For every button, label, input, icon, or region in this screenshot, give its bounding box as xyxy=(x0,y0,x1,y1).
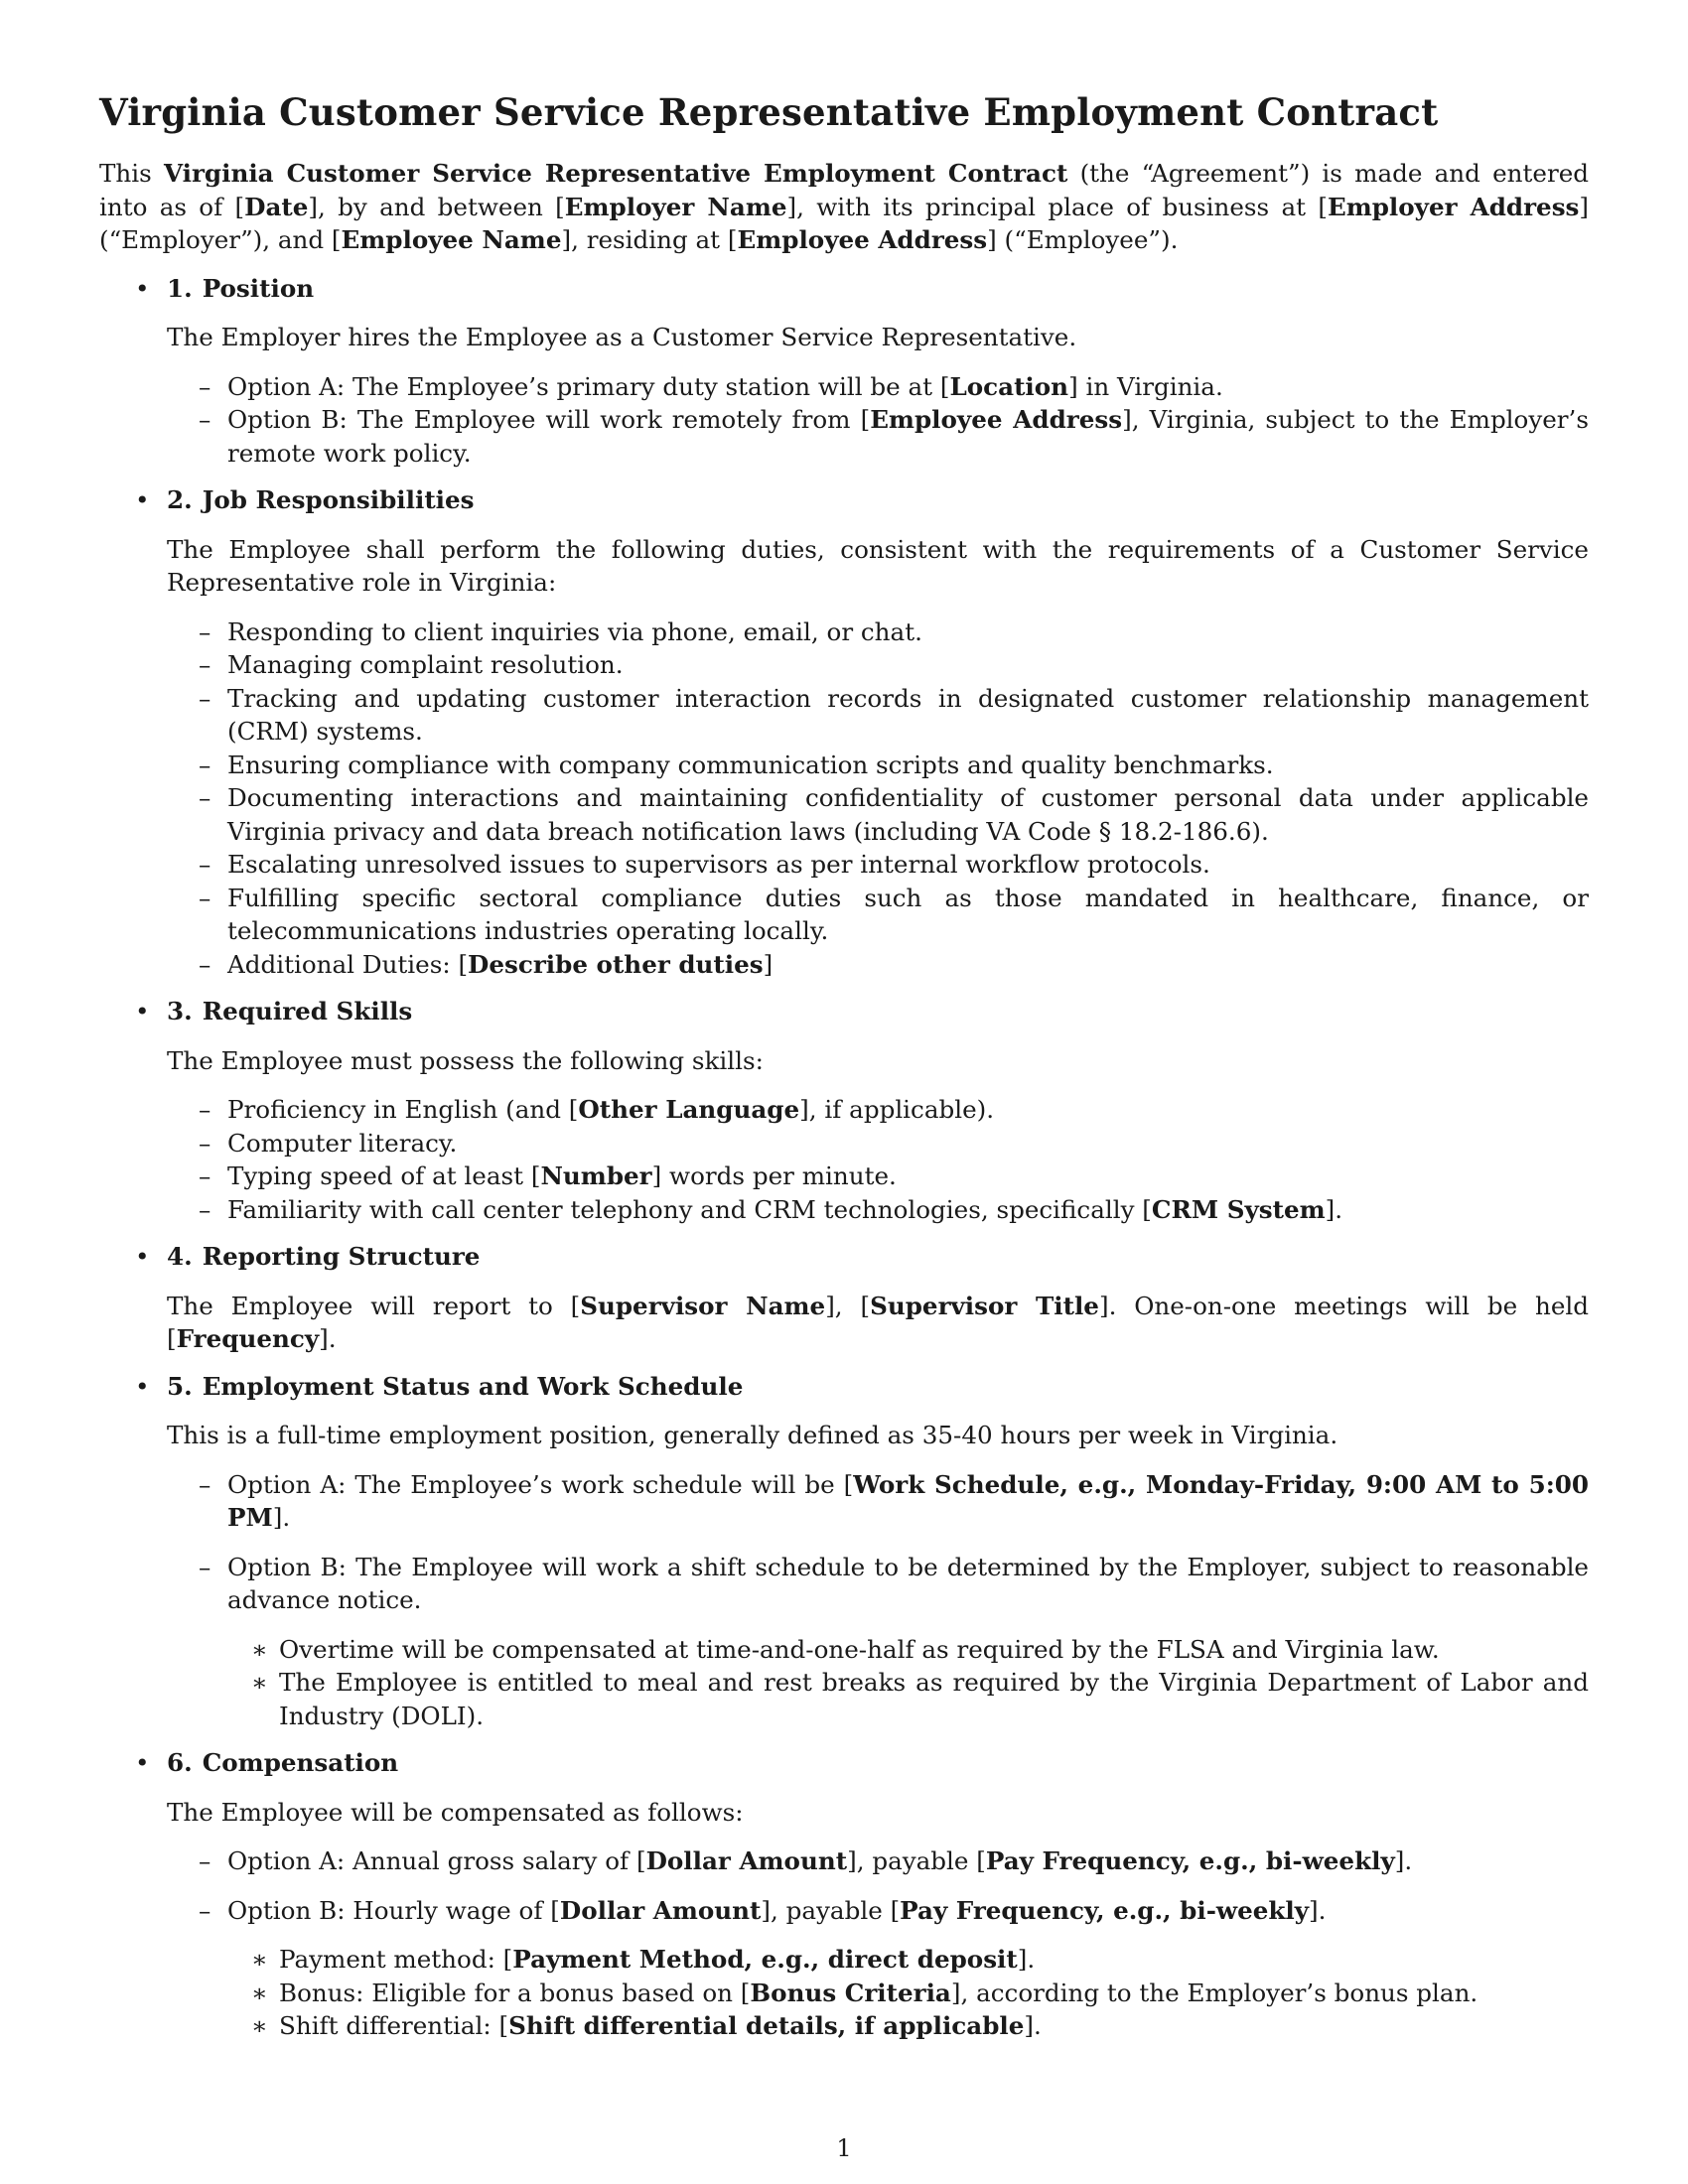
option-text: ]. xyxy=(1394,1846,1413,1875)
list-item xyxy=(227,1977,1589,2010)
list-item xyxy=(167,1093,1589,1127)
section-heading xyxy=(167,272,1589,306)
placeholder-bonus-criteria: Bonus Criteria xyxy=(750,1978,951,2007)
option-b xyxy=(167,1894,1589,2043)
section-text: This is a full-time employment position, generally defined as 35-40 hours per week in Virginia. xyxy=(167,1421,1338,1449)
list-item: – Responding to client inquiries via phone, email, or chat. xyxy=(167,615,1589,649)
option-text: ], payable [ xyxy=(847,1846,986,1875)
list-item xyxy=(167,1160,1589,1193)
agreement-name: Virginia Customer Service Representative Employment Contract xyxy=(163,159,1068,188)
section-heading xyxy=(167,483,1589,517)
section-number: 4. xyxy=(167,1242,193,1271)
list-item: – Escalating unresolved issues to supervisors as per internal workflow protocols. xyxy=(167,848,1589,882)
list-item: ∗ Overtime will be compensated at time-and-one-half as required by the FLSA and Virginia law. xyxy=(227,1633,1589,1667)
section-title: Job Responsibilities xyxy=(202,485,475,514)
option-text: ], payable [ xyxy=(761,1895,901,1925)
placeholder-employee-address: Employee Address xyxy=(737,225,988,254)
placeholder-pay-frequency: Pay Frequency, e.g., bi-weekly xyxy=(985,1846,1395,1875)
placeholder-dollar-amount: Dollar Amount xyxy=(645,1846,848,1875)
list-item xyxy=(227,1943,1589,1977)
document-title: Virginia Customer Service Representative Employment Contract xyxy=(99,90,1439,134)
schedule-options xyxy=(167,1468,1589,1733)
list-item: – Documenting interactions and maintaining confidentiality of customer personal data under applicable Virginia privacy and data breach notification laws (including VA Code § 18.2-186.6). xyxy=(167,781,1589,848)
section-number: 1. xyxy=(167,273,193,303)
item-text: ] words per minute. xyxy=(651,1161,897,1190)
item-text: Bonus: Eligible for a bonus based on [ xyxy=(279,1978,751,2007)
text: The Employee will report to [ xyxy=(167,1291,581,1320)
placeholder-number: Number xyxy=(540,1161,652,1190)
placeholder-pay-frequency: Pay Frequency, e.g., bi-weekly xyxy=(900,1895,1310,1925)
section-heading xyxy=(167,1370,1589,1404)
page-number: 1 xyxy=(836,2134,852,2162)
list-item xyxy=(167,948,1589,982)
section-title: Reporting Structure xyxy=(202,1242,481,1271)
option-text: Option B: Hourly wage of [ xyxy=(227,1895,560,1925)
list-item: – Tracking and updating customer interaction records in designated customer relationship management (CRM) systems. xyxy=(167,682,1589,749)
compensation-sub-list xyxy=(227,1943,1589,2043)
placeholder-employee-name: Employee Name xyxy=(341,225,562,254)
item-text: ] xyxy=(763,949,774,979)
intro-text: ], with its principal place of business at [ xyxy=(786,192,1328,221)
option-text: ] in Virginia. xyxy=(1068,371,1223,401)
placeholder-frequency: Frequency xyxy=(176,1324,320,1353)
text: ]. One-on-one meetings will be held [ xyxy=(167,1291,1590,1353)
placeholder-shift-differential: Shift differential details, if applicable xyxy=(508,2011,1025,2040)
section-title: Position xyxy=(202,273,315,303)
placeholder-work-schedule: Work Schedule, e.g., Monday-Friday, 9:00 AM to 5:00 PM xyxy=(227,1469,1589,1532)
section-required-skills xyxy=(99,995,1589,1226)
duties-list xyxy=(167,615,1589,982)
item-text: ]. xyxy=(1024,2011,1042,2040)
section-position xyxy=(99,272,1589,471)
list-item xyxy=(227,2009,1589,2043)
intro-paragraph xyxy=(99,157,1589,257)
text: ], [ xyxy=(825,1291,871,1320)
item-text: Shift differential: [ xyxy=(279,2011,509,2040)
item-text: ]. xyxy=(1325,1194,1343,1224)
section-reporting-structure xyxy=(99,1240,1589,1356)
placeholder-supervisor-name: Supervisor Name xyxy=(580,1291,826,1320)
intro-text: ] (“Employee”). xyxy=(987,225,1179,254)
section-text: The Employee shall perform the following duties, consistent with the requirements of a Customer Service Representative role in Virginia: xyxy=(167,534,1589,597)
option-a xyxy=(167,1844,1589,1878)
section-employment-status xyxy=(99,1370,1589,1733)
section-title: Compensation xyxy=(202,1748,399,1777)
section-heading xyxy=(167,995,1589,1028)
option-b xyxy=(167,403,1589,470)
section-text xyxy=(167,1290,1589,1356)
option-text: Option A: Annual gross salary of [ xyxy=(227,1846,646,1875)
section-title: Employment Status and Work Schedule xyxy=(202,1371,744,1401)
placeholder-payment-method: Payment Method, e.g., direct deposit xyxy=(512,1945,1018,1974)
placeholder-dollar-amount: Dollar Amount xyxy=(559,1895,762,1925)
section-number: 2. xyxy=(167,485,193,514)
section-number: 6. xyxy=(167,1748,193,1777)
placeholder-date: Date xyxy=(244,192,309,221)
sections-list xyxy=(99,272,1589,2043)
option-a xyxy=(167,370,1589,404)
placeholder-other-duties: Describe other duties xyxy=(468,949,764,979)
item-text: Additional Duties: [ xyxy=(227,949,469,979)
position-options xyxy=(167,370,1589,471)
section-job-responsibilities xyxy=(99,483,1589,981)
list-item: – Fulfilling specific sectoral compliance duties such as those mandated in healthcare, finance, or telecommunications industries operating locally. xyxy=(167,882,1589,948)
intro-text: ], residing at [ xyxy=(561,225,738,254)
placeholder-other-language: Other Language xyxy=(578,1095,800,1124)
intro-text: ], by and between [ xyxy=(308,192,565,221)
placeholder-employer-name: Employer Name xyxy=(564,192,787,221)
item-text: Typing speed of at least [ xyxy=(227,1161,541,1190)
section-heading xyxy=(167,1746,1589,1780)
section-text: The Employer hires the Employee as a Customer Service Representative. xyxy=(167,323,1077,351)
skills-list xyxy=(167,1093,1589,1226)
item-text: Proficiency in English (and [ xyxy=(227,1095,579,1124)
placeholder-crm-system: CRM System xyxy=(1151,1194,1326,1224)
intro-text: (the “Agreement”) is made and entered into as of [ xyxy=(99,159,1589,221)
option-text: Option B: The Employee will work remotely from [ xyxy=(227,405,871,434)
intro-text: ] (“Employer”), and [ xyxy=(99,192,1590,254)
placeholder-location: Location xyxy=(949,371,1069,401)
section-compensation xyxy=(99,1746,1589,2043)
section-title: Required Skills xyxy=(202,997,413,1025)
item-text: ], according to the Employer’s bonus plan. xyxy=(950,1978,1478,2007)
section-text: The Employee must possess the following skills: xyxy=(167,1045,764,1075)
placeholder-supervisor-title: Supervisor Title xyxy=(870,1291,1099,1320)
option-a xyxy=(167,1468,1589,1535)
option-b xyxy=(167,1551,1589,1733)
option-text: ], Virginia, subject to the Employer’s remote work policy. xyxy=(227,405,1589,468)
placeholder-employee-address: Employee Address xyxy=(870,405,1123,434)
text: ]. xyxy=(319,1324,337,1353)
list-item: – Ensuring compliance with company communication scripts and quality benchmarks. xyxy=(167,749,1589,782)
section-heading xyxy=(167,1240,1589,1274)
contract-document xyxy=(99,87,1589,2057)
list-item: ∗ The Employee is entitled to meal and rest breaks as required by the Virginia Department of Labor and Industry (DOLI). xyxy=(227,1666,1589,1732)
list-item: – Managing complaint resolution. xyxy=(167,648,1589,682)
section-number: 5. xyxy=(167,1371,193,1401)
option-text: Option A: The Employee’s work schedule will be [ xyxy=(227,1469,854,1499)
option-text: Option B: The Employee will work a shift schedule to be determined by the Employer, subject to reasonable advance notice. xyxy=(227,1552,1589,1614)
item-text: Payment method: [ xyxy=(279,1945,513,1974)
option-text: Option A: The Employee’s primary duty station will be at [ xyxy=(227,371,950,401)
item-text: ]. xyxy=(1017,1945,1036,1974)
item-text: Familiarity with call center telephony and CRM technologies, specifically [ xyxy=(227,1194,1152,1224)
option-text: ]. xyxy=(272,1503,291,1532)
section-text: The Employee will be compensated as follows: xyxy=(167,1797,744,1827)
list-item xyxy=(167,1193,1589,1227)
placeholder-employer-address: Employer Address xyxy=(1327,192,1580,221)
option-text: ]. xyxy=(1309,1895,1327,1925)
section-number: 3. xyxy=(167,997,193,1025)
list-item: – Computer literacy. xyxy=(167,1127,1589,1160)
compensation-options xyxy=(167,1844,1589,2043)
intro-text: This xyxy=(99,159,164,188)
schedule-sub-list xyxy=(227,1633,1589,1733)
item-text: ], if applicable). xyxy=(799,1095,995,1124)
